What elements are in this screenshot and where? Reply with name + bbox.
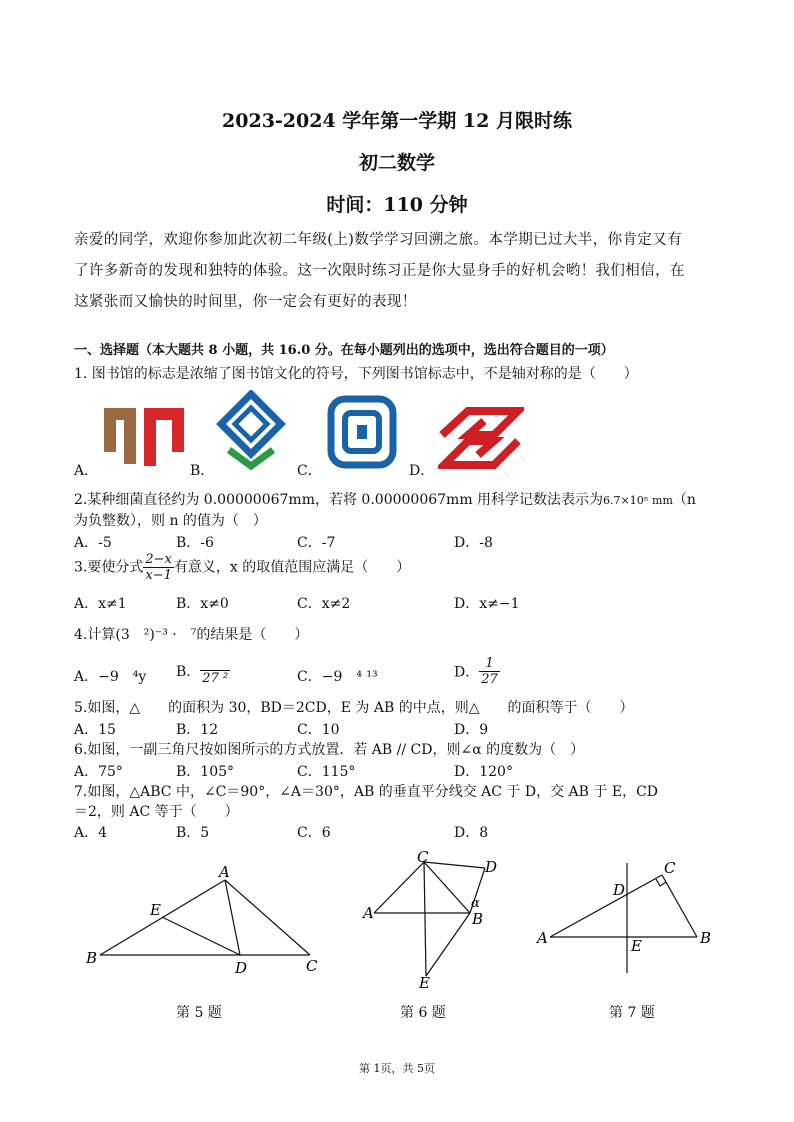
logo-a-red-shape (144, 408, 184, 466)
fig5-label-d: D (235, 959, 248, 977)
intro-line: 了许多新奇的发现和独特的体验。这一次限时练习正是你大显身手的好机会哟！我们相信，在 (74, 263, 685, 279)
logo-d-bottom (444, 441, 518, 465)
fraction-denominator: x−1 (145, 568, 172, 583)
question-2-line2: 为负整数），则 n 的值为（ ） (74, 513, 267, 529)
fig6-segment-ca (374, 862, 424, 913)
question-7-option-b[interactable]: B．5 (176, 825, 210, 841)
question-3-option-d[interactable]: D．x≠−1 (454, 596, 520, 612)
fig7-label-d: D (613, 881, 626, 899)
fig6-segment-ce (424, 862, 426, 976)
question-3-pre: 3.要使分式 (74, 559, 144, 576)
fig6-label-d: D (485, 858, 498, 876)
fig7-label-a: A (537, 929, 548, 947)
fig6-segment-cb (424, 862, 470, 913)
exam-time: 时间：110 分钟 (326, 194, 468, 216)
option-d-fraction (479, 656, 500, 687)
exam-title: 2023-2024 学年第一学期 12 月限时练 (222, 110, 572, 132)
question-5-option-b[interactable]: B．12 (176, 722, 219, 738)
section-heading: 一、选择题（本大题共 8 小题，共 16.0 分。在每小题列出的选项中，选出符合题目的一项） (74, 343, 614, 358)
question-1-stem: 1. 图书馆的标志是浓缩了图书馆文化的符号，下列图书馆标志中，不是轴对称的是（ ） (74, 366, 638, 382)
fig5-label-a: A (219, 863, 230, 881)
library-logo-d (438, 405, 524, 471)
logo-d-top (442, 411, 518, 435)
question-2-line1 (74, 489, 696, 509)
option-b-label: B． (176, 664, 201, 680)
question-2-option-a[interactable]: A．-5 (74, 535, 112, 551)
figure-7-caption: 第 7 题 (609, 1005, 655, 1021)
question-2-paren: （n (672, 492, 696, 508)
question-6-stem: 6.如图，一副三角尺按如图所示的方式放置．若 AB // CD，则∠α 的度数为（ ） (74, 742, 585, 758)
figure-5 (80, 855, 330, 980)
fig5-label-e: E (150, 901, 161, 919)
fig7-label-e: E (631, 937, 642, 955)
fraction-denominator: 27 (481, 672, 498, 687)
question-3-post: 有意义，x 的取值范围应满足（ ） (173, 559, 411, 576)
question-3-option-b[interactable]: B．x≠0 (176, 596, 229, 612)
fig7-segment-cb (662, 875, 697, 937)
library-logo-a (100, 400, 190, 470)
question-7-line1: 7.如图，△ABC 中，∠C＝90°，∠A＝30°，AB 的垂直平分线交 AC 于 D，交 AB 于 E，CD (74, 784, 659, 800)
question-4-option-c[interactable]: C．−9 ⁴ ¹³ (297, 669, 378, 685)
fig7-label-c: C (664, 859, 676, 877)
question-5-option-c[interactable]: C．10 (297, 722, 340, 738)
question-6-option-a[interactable]: A．75° (74, 764, 123, 780)
question-7-option-a[interactable]: A．4 (74, 825, 108, 841)
question-3-stem (74, 552, 410, 583)
page-footer: 第 1页，共 5页 (359, 1062, 435, 1075)
fig6-label-c: C (417, 848, 429, 866)
figure-7 (535, 855, 725, 980)
logo-c-core (357, 425, 367, 439)
fig5-label-b: B (86, 949, 98, 967)
question-1-option-c[interactable]: C． (297, 463, 322, 479)
fig6-segment-cd (424, 862, 485, 868)
fig5-label-c: C (306, 957, 318, 975)
fig6-label-alpha: α (471, 896, 480, 911)
question-5-stem: 5.如图，△ 的面积为 30，BD＝2CD，E 为 AB 的中点，则△ 的面积等于（ ） (74, 700, 634, 716)
question-4-stem: 4.计算(3 ²)⁻³ · ⁷的结果是（ ） (74, 627, 309, 643)
question-1-option-a[interactable]: A． (74, 463, 99, 479)
fig6-label-a: A (363, 904, 374, 922)
library-logo-b (215, 390, 287, 470)
question-1-option-d[interactable]: D． (409, 463, 435, 479)
question-2-text: 2.某种细菌直径约为 0.00000067mm，若将 0.00000067mm 用科学记数法表示为 (74, 492, 604, 508)
intro-line: 亲爱的同学，欢迎你参加此次初二年级(上)数学学习回溯之旅。本学期已过大半，你肯定又有 (74, 232, 683, 248)
question-5-option-d[interactable]: D．9 (454, 722, 489, 738)
figure-6 (360, 848, 510, 993)
question-2-sci-notation: 6.7×10ⁿ mm (603, 494, 673, 507)
question-6-option-b[interactable]: B．105° (176, 764, 235, 780)
logo-a-brown-shape (104, 408, 136, 464)
question-7-option-d[interactable]: D．8 (454, 825, 489, 841)
question-5-option-a[interactable]: A．15 (74, 722, 116, 738)
question-3-option-c[interactable]: C．x≠2 (297, 596, 351, 612)
question-2-option-b[interactable]: B．-6 (176, 535, 214, 551)
fig7-segment-ac (550, 875, 662, 937)
question-7-option-c[interactable]: C．6 (297, 825, 331, 841)
figure-6-caption: 第 6 题 (400, 1005, 446, 1021)
question-4-option-d[interactable] (454, 656, 500, 687)
option-b-fraction (200, 656, 230, 686)
question-2-option-d[interactable]: D．-8 (454, 535, 493, 551)
fraction-numerator: 1 (479, 656, 500, 672)
question-6-option-c[interactable]: C．115° (297, 764, 356, 780)
question-1-option-b[interactable]: B． (190, 463, 215, 479)
question-4-option-b[interactable] (176, 656, 230, 686)
question-3-option-a[interactable]: A．x≠1 (74, 596, 127, 612)
question-7-line2: ＝2，则 AC 等于（ ） (74, 804, 239, 820)
question-2-option-c[interactable]: C．-7 (297, 535, 336, 551)
fraction-denominator: 27 ² (202, 671, 229, 686)
logo-b-inner-diamond (235, 408, 267, 440)
exam-subject: 初二数学 (358, 152, 435, 174)
intro-line: 这紧张而又愉快的时间里，你一定会有更好的表现！ (74, 294, 417, 310)
question-3-fraction (143, 552, 174, 583)
question-6-option-d[interactable]: D．120° (454, 764, 513, 780)
fig6-label-b: B (472, 910, 484, 928)
option-d-label: D． (454, 664, 480, 681)
library-logo-c (327, 395, 397, 471)
fig5-segment-ed (162, 917, 240, 955)
fraction-numerator: 2−x (145, 552, 172, 567)
fig7-label-b: B (700, 929, 712, 947)
fig6-label-e: E (419, 974, 430, 992)
fraction-numerator (200, 656, 230, 671)
logo-b-blue-diamond (221, 394, 281, 454)
fig6-segment-be (426, 913, 470, 976)
figure-5-caption: 第 5 题 (176, 1005, 222, 1021)
question-4-option-a[interactable]: A．−9 ⁴y (74, 669, 147, 685)
